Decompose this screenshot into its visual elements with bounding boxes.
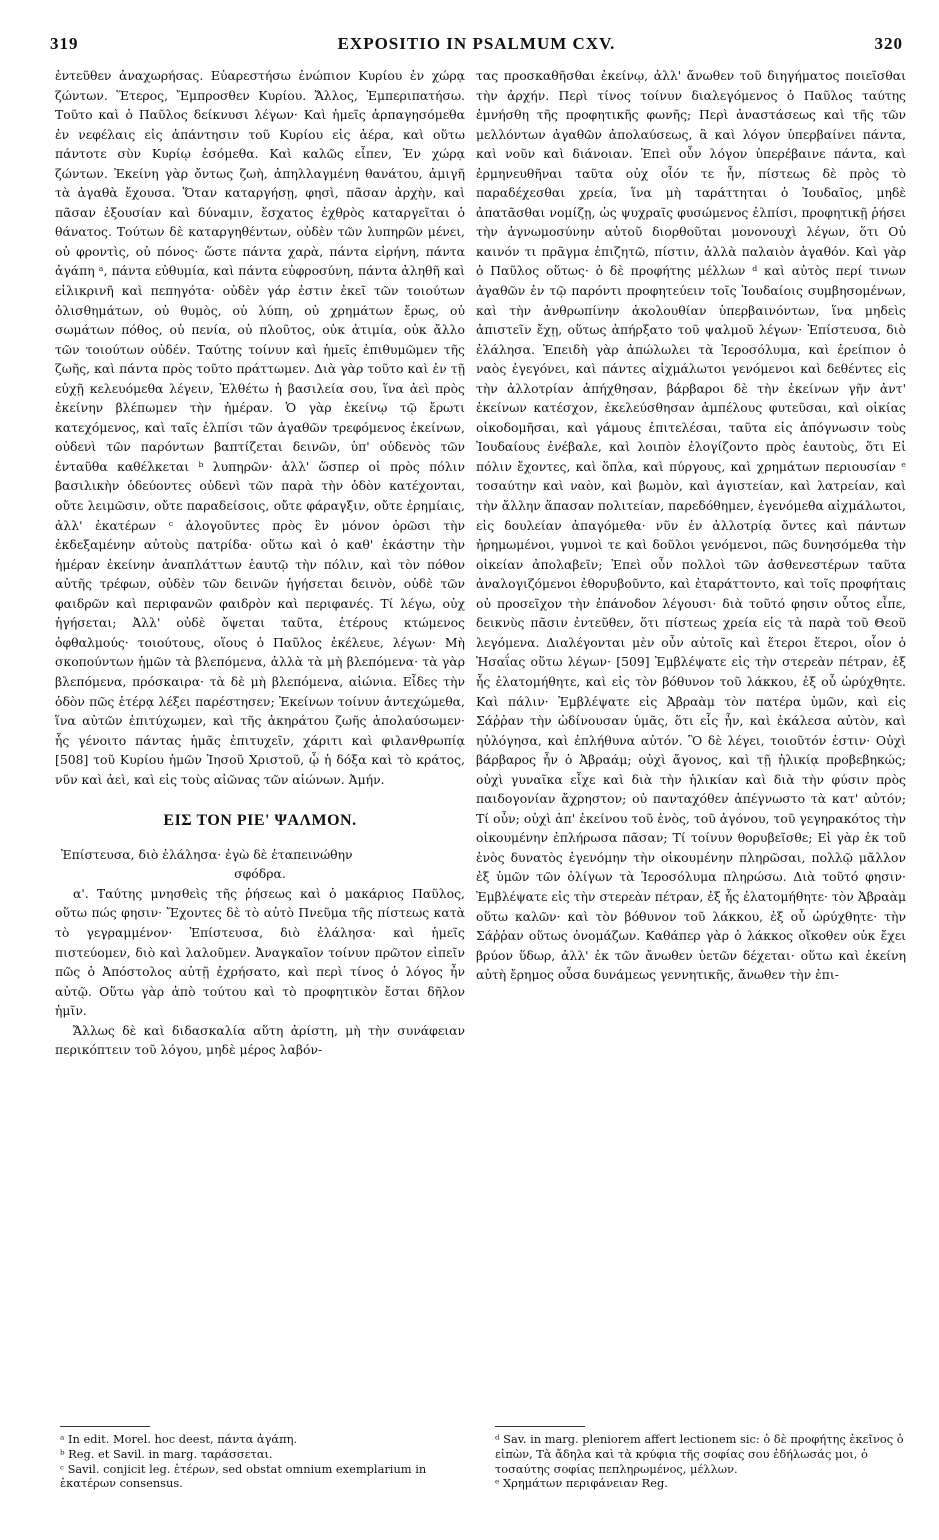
left-paragraph-2: α'. Ταύτης μνησθεὶς τῆς ῥήσεως καὶ ὁ μακάριος Παῦλος, οὕτω πώς φησιν· Ἔχοντες δὲ τὸ αὐτὸ Πνεῦμα τῆς πίστεως κατὰ τὸ γεγραμμένον· Ἐπίστευσα, διὸ ἐλάλησα· καὶ ἡμεῖς πιστεύομεν, διὸ καὶ λαλοῦμεν. Ἀναγκαῖον τοίνυν πρῶτον εἰπεῖν πῶς ὁ Ἀπόστολος αὐτῇ ἐχρήσατο, καὶ περὶ τίνος ὁ λόγος ἦν αὐτῷ. Οὕτω γὰρ ἀπὸ τούτου καὶ τὸ προφητικὸν ἔσται δῆλον ἡμῖν. — [55, 885, 465, 1019]
section-title: ΕΙΣ ΤΟΝ ΡΙΕ' ΨΑΛΜΟΝ. — [163, 812, 357, 830]
psalm-verse-line-2: σφόδρα. — [234, 866, 286, 882]
footnotes-left — [60, 1432, 470, 1491]
left-column — [55, 66, 465, 1060]
left-paragraph-1: ἐντεῦθεν ἀναχωρήσας. Εὐαρεστήσω ἐνώπιον Κυρίου ἐν χώρᾳ ζώντων. Ἕτερος, Ἔμπροσθεν Κυρίου. Ἄλλος, Ἐμπεριπατήσω. Τοῦτο καὶ ὁ Παῦλος δείκνυσι λέγων· Καὶ ἡμεῖς ἁρπαγησόμεθα ἐν νεφέλαις εἰς ἀπάντησιν τοῦ Κυρίου εἰς ἀέρα, καὶ οὕτω πάντοτε σὺν Κυρίῳ ἐσόμεθα. Καὶ καλῶς εἶπεν, Ἐν χώρᾳ ζώντων. Ἐκείνη γὰρ ὄντως ζωὴ, ἀπηλλαγμένη θανάτου, ἀμιγῆ τὰ ἀγαθὰ ἔχουσα. Ὅταν καταργήσῃ, φησὶ, πᾶσαν ἀρχὴν, καὶ πᾶσαν ἐξουσίαν καὶ δύναμιν, ἔσχατος ἐχθρὸς καταργεῖται ὁ θάνατος. Τούτων δὲ καταργηθέντων, οὐδὲν τῶν λυπηρῶν μένει, οὐ φροντὶς, οὐ πόνος· ὥστε πάντα χαρὰ, πάντα εἰρήνη, πάντα ἀγάπη ᵃ, πάντα εὐθυμία, καὶ πάντα εὐφροσύνη, πάντα ἀληθῆ καὶ εἰλικρινῆ καὶ πεπηγότα· οὐδὲν γάρ ἐστιν ἐκεῖ τῶν τοιούτων ὀλισθημάτων, οὐ θυμὸς, οὐ λύπη, οὐ χρημάτων ἔρως, οὐ σωμάτων πόθος, οὐ πενία, οὐ πλοῦτος, οὐκ ἀτιμία, οὐκ ἄλλο τῶν τοιούτων οὐδέν. Ταύτης τοίνυν καὶ ἡμεῖς ἐπιθυμῶμεν τῆς ζωῆς, καὶ πάντα πρὸς τοῦτο πράττωμεν. Διὰ γὰρ τοῦτο καὶ ἐν τῇ εὐχῇ κελευόμεθα λέγειν, Ἐλθέτω ἡ βασιλεία σου, ἵνα ἀεὶ πρὸς ἐκείνην βλέπωμεν τὴν ἡμέραν. Ὁ γὰρ ἐκείνῳ τῷ ἔρωτι κατεχόμενος, καὶ ταῖς ἐλπίσι τῶν ἀγαθῶν τρεφόμενος ἐκείνων, οὐδενὶ τῶν παρόντων βαπτίζεται δεινῶν, ὑπ' οὐδενὸς τῶν ἐνταῦθα καθέλκεται ᵇ λυπηρῶν· ἀλλ' ὥσπερ οἱ πρὸς πόλιν βασιλικὴν ὁδεύοντες οὐδενὶ τῶν παρὰ τὴν ὁδὸν κατέχονται, οὔτε λειμῶσιν, οὔτε παραδείσοις, οὔτε φάραγξιν, οὔτε ἐρημίαις, ἀλλ' ἑκατέρων ᶜ ἀλογοῦντες πρὸς ἓν μόνον ὁρῶσι τὴν ἐκδεξαμένην αὐτοὺς πατρίδα· οὕτω καὶ ὁ καθ' ἑκάστην τὴν ἡμέραν ἐκείνην ἀναπλάττων ἑαυτῷ τὴν πόλιν, καὶ τὸν πόθον αὐτῆς τρέφων, οὐδὲν τῶν δεινῶν ἡγήσεται δεινὸν, οὐδὲ τῶν φαιδρῶν καὶ περιφανῶν φαιδρὸν καὶ περιφανές. Τί λέγω, οὐχ ἡγήσεται; Ἀλλ' οὐδὲ ὄψεται ταῦτα, ἑτέρους κτώμενος ὀφθαλμούς· τοιούτους, οἵους ὁ Παῦλος ἐκέλευε, λέγων· Μὴ σκοπούντων ἡμῶν τὰ βλεπόμενα, ἀλλὰ τὰ μὴ βλεπόμενα· τὰ γὰρ βλεπόμενα, πρόσκαιρα· τὰ δὲ μὴ βλεπόμενα, αἰώνια. Εἶδες τὴν ὁδὸν πῶς ἑτέρᾳ λέξει παρέστησεν; Ἐκείνων τοίνυν ἀντεχώμεθα, ἵνα αὐτῶν ἐπιτύχωμεν, καὶ τῆς ἀκηράτου ζωῆς ἀπολαύσωμεν· ἧς γένοιτο πάντας ἡμᾶς ἐπιτυχεῖν, χάριτι καὶ φιλανθρωπίᾳ [508] τοῦ Κυρίου ἡμῶν Ἰησοῦ Χριστοῦ, ᾧ ἡ δόξα καὶ τὸ κράτος, νῦν καὶ ἀεὶ, καὶ εἰς τοὺς αἰῶνας τῶν αἰώνων. Ἀμήν. — [55, 68, 465, 787]
running-title: EXPOSITIO IN PSALMUM CXV. — [337, 34, 616, 53]
footnote-rule-left — [60, 1426, 150, 1427]
footnote-d: ᵈ Sav. in marg. pleniorem affert lectionem sic: ὁ δὲ προφήτης ἐκεῖνος ὁ εἰπὼν, Τὰ ἄδηλα καὶ τὰ κρύφια τῆς σοφίας σου ἐδήλωσάς μοι, ὁ τοσαύτης σοφίας πεπληρωμένος, μέλλων. — [495, 1432, 904, 1476]
running-header — [50, 34, 903, 60]
right-paragraph-1: τας προσκαθῆσθαι ἐκείνῳ, ἀλλ' ἄνωθεν τοῦ διηγήματος ποιεῖσθαι τὴν ἀρχήν. Περὶ τίνος τοίνυν διαλεγόμενος ὁ Παῦλος ταύτης ἐμνήσθη τῆς προφητικῆς φωνῆς; Περὶ ἀναστάσεως καὶ τῆς τῶν μελλόντων ἀγαθῶν ἀπολαύσεως, ἃ καὶ λόγον ὑπερβαίνει πάντα, καὶ νοῦν καὶ διάνοιαν. Ἐπεὶ οὖν λόγον ὑπερέβαινε πάντα, καὶ ἑρμηνευθῆναι ταῦτα οὐχ οἷόν τε ἦν, πίστεως δὲ πρὸς τὸ παραδέχεσθαι χρεία, ἵνα μὴ ταράττηται ὁ Ἰουδαῖος, μηδὲ ἀπατᾶσθαι νομίζῃ, ὡς ψυχραῖς φυσώμενος ἐλπίσι, προφητικῇ ῥήσει τὴν ἀγνωμοσύνην αὐτοῦ διορθοῦται μονονουχὶ λέγων, ὅτι Οὐ καινόν τι πρᾶγμα ἐπιζητῶ, πίστιν, ἀλλὰ παλαιὸν ἀγαθόν. Καὶ γὰρ ὁ Παῦλος οὕτως· ὁ δὲ προφήτης μέλλων ᵈ καὶ αὐτὸς περί τινων ἀγαθῶν ἐν τῷ παρόντι προφητεύειν τοῖς Ἰουδαίοις συμβησομένων, καὶ τὴν ἀνθρωπίνην ἀκολουθίαν ὑπερβαινόντων, ἵνα μηδεὶς ἀπιστεῖν ἔχῃ, οὕτως ἀπήρξατο τοῦ ψαλμοῦ λέγων· Ἐπίστευσα, διὸ ἐλάλησα. Ἐπειδὴ γὰρ ἀπώλωλει τὰ Ἱεροσόλυμα, καὶ ἐρείπιον ὁ ναὸς ἐγεγόνει, καὶ πάντες αἰχμάλωτοι γενόμενοι καὶ δεθέντες εἰς τὴν ἀλλοτρίαν ἀπήχθησαν, βάρβαροι δὲ τὴν ἐκείνων γῆν ἀντ' ἐκείνων κατέσχον, ἐκελεύσθησαν ἀμπέλους φυτεῦσαι, καὶ οἰκίας οἰκοδομῆσαι, καὶ γάμους ἐπιτελέσαι, ταῦτα εἰς ἀπόγνωσιν τοὺς Ἰουδαίους ἐνέβαλε, καὶ λοιπὸν ἐλογίζοντο πρὸς ἑαυτοὺς, ὅτι Εἰ πόλιν ἔχοντες, καὶ ὅπλα, καὶ πύργους, καὶ χρημάτων περιουσίαν ᵉ τοσαύτην καὶ ναὸν, καὶ βωμὸν, καὶ ἁγιστείαν, καὶ λατρείαν, καὶ τὴν ἄλλην ἅπασαν πολιτείαν, παρεδόθημεν, ἐγενόμεθα αἰχμάλωτοι, εἰς δουλείαν ἀπαγόμεθα· νῦν ἐν ἀλλοτρίᾳ ὄντες καὶ πάντων ἠρημωμένοι, γυμνοὶ τε καὶ δοῦλοι γενόμενοι, πῶς δυνησόμεθα τὴν οἰκείαν ἀπολαβεῖν; Ἐπεὶ οὖν πολλοὶ τῶν ἀσθενεστέρων ταῦτα ἀναλογιζόμενοι ἐθορυβοῦντο, καὶ ἐταράττοντο, καὶ τοῖς προφήταις οὐ προσεῖχον τὴν ἐπάνοδον λέγουσι· διὰ τοῦτό φησιν οὗτος εἶπε, δεικνὺς πᾶσιν ἐντεῦθεν, ὅτι πίστεως χρεία εἰς τὰ παρὰ τοῦ Θεοῦ λεγόμενα. Διαλέγονται μὲν οὖν αὐτοῖς καὶ ἕτεροι ἕτεροι, οἷον ὁ Ἡσαΐας οὕτω λέγων· [509] Ἐμβλέψατε εἰς τὴν στερεὰν πέτραν, ἐξ ἧς ἐλατομήθητε, καὶ εἰς τὸν βόθυνον τοῦ λάκκου, ἐξ οὗ ὠρύχθητε. Καὶ πάλιν· Ἐμβλέψατε εἰς Ἀβραὰμ τὸν πατέρα ὑμῶν, καὶ εἰς Σάῤῥαν τὴν ὠδίνουσαν ὑμᾶς, ὅτι εἷς ἦν, καὶ ἐκάλεσα αὐτὸν, καὶ ηὐλόγησα, καὶ ἐπλήθυνα αὐτόν. Ὃ δὲ λέγει, τοιοῦτόν ἐστιν· Οὐχὶ βάρβαρος ἦν ὁ Ἀβραάμ; οὐχὶ ἄγονος, καὶ τῇ ἡλικίᾳ προβεβηκώς; οὐχὶ γυναῖκα εἶχε καὶ διὰ τὴν ἡλικίαν καὶ διὰ τὴν φύσιν πρὸς παιδογονίαν ἄχρηστον; οὐ πανταχόθεν ἀπέγνωστο τὰ κατ' αὐτόν; Τί οὖν; οὐχὶ ἀπ' ἐκείνου τοῦ ἑνὸς, τοῦ ἀγόνου, τοῦ γεγηρακότος τὴν οἰκουμένην ἐπλήρωσα πᾶσαν; Τί τοίνυν θορυβεῖσθε; Εἰ γὰρ ἐκ τοῦ ἑνὸς δυνατὸς ἐγενόμην τὴν οἰκουμένην πληρῶσαι, πολλῷ μᾶλλον ἐξ ὑμῶν τῶν ὀλίγων τὰ Ἱεροσόλυμα πληρώσω. Διὰ τοῦτό φησιν· Ἐμβλέψατε εἰς τὴν στερεὰν πέτραν, ἐξ ἧς ἐλατομήθητε· τὸν Ἀβραὰμ οὕτω καλῶν· καὶ τὸν βόθυνον τοῦ λάκκου, ἐξ οὗ ὠρύχθητε· τὴν Σάῤῥαν οὕτως ὀνομάζων. Καθάπερ γὰρ ὁ λάκκος οἴκοθεν οὐκ ἔχει βρύον ὕδωρ, ἀλλ' ἐκ τῶν ἄνωθεν ὑετῶν δέχεται· οὕτω καὶ ἐκείνη αὐτὴ ἔρημος οὖσα δυνάμεως γεννητικῆς, ἄνωθεν τὴν ἐπι- — [476, 68, 906, 983]
footnote-b: ᵇ Reg. et Savil. in marg. ταράσσεται. — [60, 1446, 273, 1461]
page-number-left: 319 — [50, 34, 79, 53]
footnote-a: ᵃ In edit. Morel. hoc deest, πάντα ἀγάπη. — [60, 1432, 298, 1446]
right-column — [476, 66, 906, 985]
page-number-right: 320 — [874, 34, 903, 53]
footnote-rule-right — [495, 1426, 585, 1427]
footnote-c: ᶜ Savil. conjicit leg. ἑτέρων, sed obstat omnium exemplarium in ἑκατέρων consensus. — [60, 1461, 427, 1491]
left-paragraph-3: Ἄλλως δὲ καὶ διδασκαλία αὕτη ἀρίστη, μὴ τὴν συνάφειαν περικόπτειν τοῦ λόγου, μηδὲ μέρος λαβόν- — [55, 1022, 465, 1058]
footnotes-right — [495, 1432, 915, 1491]
footnote-e: ᵉ Χρημάτων περιφάνειαν Reg. — [495, 1476, 668, 1491]
psalm-verse-line-1: Ἐπίστευσα, διὸ ἐλάλησα· ἐγὼ δὲ ἐταπεινώθην — [61, 846, 353, 862]
